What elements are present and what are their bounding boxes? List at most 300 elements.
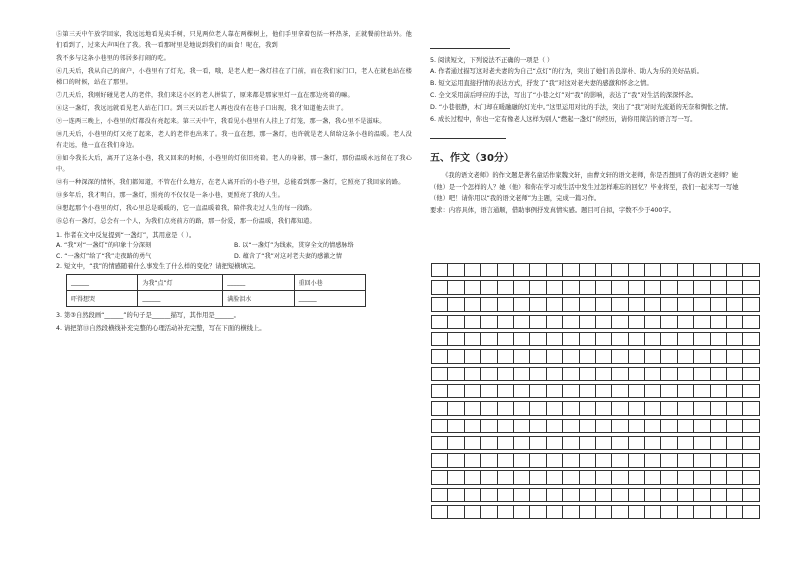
grid-cell[interactable]: [660, 453, 677, 467]
grid-cell[interactable]: [742, 436, 759, 450]
grid-cell[interactable]: [546, 315, 563, 329]
grid-cell[interactable]: [447, 505, 464, 519]
grid-cell[interactable]: [513, 436, 530, 450]
grid-cell[interactable]: [710, 315, 727, 329]
grid-cell[interactable]: [710, 505, 727, 519]
grid-cell[interactable]: [644, 297, 661, 311]
grid-cell[interactable]: [710, 263, 727, 277]
grid-cell[interactable]: [660, 436, 677, 450]
grid-cell[interactable]: [464, 488, 481, 502]
grid-cell[interactable]: [693, 401, 710, 415]
grid-cell[interactable]: [464, 401, 481, 415]
grid-cell[interactable]: [726, 436, 743, 450]
grid-cell[interactable]: [611, 263, 628, 277]
grid-cell[interactable]: [529, 349, 546, 363]
grid-cell[interactable]: [529, 384, 546, 398]
grid-cell[interactable]: [562, 263, 579, 277]
grid-cell[interactable]: [447, 332, 464, 346]
essay-writing-grid[interactable]: [431, 260, 759, 519]
grid-cell[interactable]: [579, 384, 596, 398]
grid-cell[interactable]: [726, 505, 743, 519]
grid-cell[interactable]: [497, 488, 514, 502]
grid-cell[interactable]: [447, 263, 464, 277]
grid-cell[interactable]: [660, 332, 677, 346]
grid-cell[interactable]: [742, 367, 759, 381]
grid-cell[interactable]: [464, 263, 481, 277]
grid-cell[interactable]: [644, 263, 661, 277]
grid-cell[interactable]: [579, 453, 596, 467]
grid-cell[interactable]: [480, 263, 497, 277]
grid-cell[interactable]: [497, 419, 514, 433]
grid-cell[interactable]: [595, 505, 612, 519]
grid-cell[interactable]: [513, 280, 530, 294]
grid-cell[interactable]: [431, 453, 448, 467]
grid-cell[interactable]: [628, 297, 645, 311]
grid-cell[interactable]: [693, 349, 710, 363]
grid-cell[interactable]: [611, 505, 628, 519]
grid-cell[interactable]: [562, 297, 579, 311]
grid-cell[interactable]: [529, 315, 546, 329]
grid-cell[interactable]: [693, 488, 710, 502]
grid-cell[interactable]: [726, 263, 743, 277]
grid-cell[interactable]: [513, 332, 530, 346]
grid-cell[interactable]: [431, 419, 448, 433]
grid-cell[interactable]: [480, 384, 497, 398]
grid-cell[interactable]: [742, 384, 759, 398]
grid-cell[interactable]: [546, 505, 563, 519]
grid-cell[interactable]: [447, 349, 464, 363]
grid-cell[interactable]: [562, 401, 579, 415]
grid-cell[interactable]: [497, 453, 514, 467]
grid-cell[interactable]: [644, 315, 661, 329]
grid-cell[interactable]: [431, 297, 448, 311]
grid-cell[interactable]: [562, 488, 579, 502]
grid-cell[interactable]: [726, 280, 743, 294]
grid-cell[interactable]: [480, 332, 497, 346]
grid-cell[interactable]: [726, 349, 743, 363]
grid-cell[interactable]: [497, 280, 514, 294]
grid-cell[interactable]: [710, 470, 727, 484]
grid-cell[interactable]: [644, 453, 661, 467]
grid-cell[interactable]: [644, 470, 661, 484]
grid-cell[interactable]: [611, 384, 628, 398]
grid-cell[interactable]: [546, 349, 563, 363]
grid-cell[interactable]: [579, 436, 596, 450]
grid-cell[interactable]: [497, 297, 514, 311]
grid-cell[interactable]: [447, 384, 464, 398]
grid-cell[interactable]: [431, 401, 448, 415]
grid-cell[interactable]: [628, 384, 645, 398]
grid-cell[interactable]: [611, 367, 628, 381]
grid-cell[interactable]: [595, 332, 612, 346]
grid-cell[interactable]: [464, 453, 481, 467]
grid-cell[interactable]: [693, 436, 710, 450]
grid-cell[interactable]: [611, 453, 628, 467]
grid-cell[interactable]: [693, 263, 710, 277]
grid-cell[interactable]: [628, 349, 645, 363]
grid-cell[interactable]: [447, 453, 464, 467]
grid-cell[interactable]: [431, 315, 448, 329]
grid-cell[interactable]: [726, 401, 743, 415]
grid-cell[interactable]: [480, 505, 497, 519]
grid-cell[interactable]: [579, 349, 596, 363]
grid-cell[interactable]: [693, 453, 710, 467]
grid-cell[interactable]: [595, 280, 612, 294]
grid-cell[interactable]: [677, 297, 694, 311]
grid-cell[interactable]: [513, 488, 530, 502]
grid-cell[interactable]: [742, 419, 759, 433]
grid-cell[interactable]: [677, 315, 694, 329]
grid-cell[interactable]: [579, 470, 596, 484]
grid-cell[interactable]: [497, 470, 514, 484]
grid-cell[interactable]: [529, 419, 546, 433]
grid-cell[interactable]: [595, 470, 612, 484]
grid-cell[interactable]: [513, 315, 530, 329]
grid-cell[interactable]: [595, 263, 612, 277]
grid-cell[interactable]: [726, 332, 743, 346]
grid-cell[interactable]: [497, 263, 514, 277]
grid-cell[interactable]: [660, 488, 677, 502]
grid-cell[interactable]: [431, 280, 448, 294]
grid-cell[interactable]: [579, 505, 596, 519]
grid-cell[interactable]: [431, 263, 448, 277]
grid-cell[interactable]: [693, 297, 710, 311]
grid-cell[interactable]: [742, 401, 759, 415]
grid-cell[interactable]: [529, 401, 546, 415]
grid-cell[interactable]: [710, 488, 727, 502]
grid-cell[interactable]: [513, 384, 530, 398]
grid-cell[interactable]: [677, 470, 694, 484]
grid-cell[interactable]: [595, 297, 612, 311]
grid-cell[interactable]: [579, 401, 596, 415]
grid-cell[interactable]: [447, 419, 464, 433]
grid-cell[interactable]: [546, 367, 563, 381]
grid-cell[interactable]: [497, 367, 514, 381]
grid-cell[interactable]: [562, 280, 579, 294]
grid-cell[interactable]: [464, 315, 481, 329]
grid-cell[interactable]: [677, 280, 694, 294]
grid-cell[interactable]: [513, 297, 530, 311]
grid-cell[interactable]: [644, 436, 661, 450]
grid-cell[interactable]: [562, 505, 579, 519]
grid-cell[interactable]: [529, 436, 546, 450]
grid-cell[interactable]: [644, 419, 661, 433]
grid-cell[interactable]: [726, 419, 743, 433]
grid-cell[interactable]: [562, 436, 579, 450]
grid-cell[interactable]: [611, 297, 628, 311]
grid-cell[interactable]: [595, 453, 612, 467]
grid-cell[interactable]: [710, 349, 727, 363]
grid-cell[interactable]: [595, 488, 612, 502]
grid-cell[interactable]: [710, 332, 727, 346]
grid-cell[interactable]: [464, 332, 481, 346]
grid-cell[interactable]: [480, 436, 497, 450]
grid-cell[interactable]: [464, 280, 481, 294]
grid-cell[interactable]: [546, 297, 563, 311]
grid-cell[interactable]: [677, 349, 694, 363]
grid-cell[interactable]: [480, 349, 497, 363]
grid-cell[interactable]: [693, 280, 710, 294]
grid-cell[interactable]: [693, 367, 710, 381]
grid-cell[interactable]: [611, 349, 628, 363]
grid-cell[interactable]: [628, 419, 645, 433]
grid-cell[interactable]: [513, 349, 530, 363]
grid-cell[interactable]: [660, 419, 677, 433]
grid-cell[interactable]: [595, 315, 612, 329]
grid-cell[interactable]: [611, 280, 628, 294]
grid-cell[interactable]: [480, 280, 497, 294]
grid-cell[interactable]: [710, 384, 727, 398]
grid-cell[interactable]: [579, 419, 596, 433]
grid-cell[interactable]: [628, 453, 645, 467]
grid-cell[interactable]: [693, 315, 710, 329]
grid-cell[interactable]: [710, 280, 727, 294]
grid-cell[interactable]: [562, 332, 579, 346]
grid-cell[interactable]: [497, 505, 514, 519]
grid-cell[interactable]: [529, 297, 546, 311]
grid-cell[interactable]: [529, 453, 546, 467]
grid-cell[interactable]: [710, 436, 727, 450]
grid-cell[interactable]: [693, 505, 710, 519]
grid-cell[interactable]: [677, 401, 694, 415]
grid-cell[interactable]: [562, 419, 579, 433]
grid-cell[interactable]: [660, 470, 677, 484]
grid-cell[interactable]: [611, 470, 628, 484]
grid-cell[interactable]: [464, 470, 481, 484]
grid-cell[interactable]: [628, 315, 645, 329]
grid-cell[interactable]: [513, 401, 530, 415]
grid-cell[interactable]: [497, 384, 514, 398]
grid-cell[interactable]: [628, 505, 645, 519]
grid-cell[interactable]: [431, 349, 448, 363]
grid-cell[interactable]: [742, 263, 759, 277]
grid-cell[interactable]: [710, 297, 727, 311]
grid-cell[interactable]: [644, 349, 661, 363]
grid-cell[interactable]: [529, 505, 546, 519]
grid-cell[interactable]: [464, 349, 481, 363]
grid-cell[interactable]: [710, 367, 727, 381]
grid-cell[interactable]: [579, 332, 596, 346]
grid-cell[interactable]: [480, 453, 497, 467]
grid-cell[interactable]: [579, 315, 596, 329]
grid-cell[interactable]: [611, 401, 628, 415]
grid-cell[interactable]: [546, 280, 563, 294]
grid-cell[interactable]: [660, 349, 677, 363]
grid-cell[interactable]: [677, 367, 694, 381]
grid-cell[interactable]: [447, 315, 464, 329]
grid-cell[interactable]: [464, 367, 481, 381]
grid-cell[interactable]: [497, 436, 514, 450]
grid-cell[interactable]: [546, 436, 563, 450]
grid-cell[interactable]: [431, 488, 448, 502]
grid-cell[interactable]: [447, 297, 464, 311]
grid-cell[interactable]: [562, 315, 579, 329]
grid-cell[interactable]: [546, 332, 563, 346]
grid-cell[interactable]: [726, 453, 743, 467]
grid-cell[interactable]: [677, 488, 694, 502]
grid-cell[interactable]: [644, 384, 661, 398]
grid-cell[interactable]: [644, 280, 661, 294]
grid-cell[interactable]: [726, 470, 743, 484]
grid-cell[interactable]: [480, 297, 497, 311]
grid-cell[interactable]: [546, 263, 563, 277]
grid-cell[interactable]: [644, 367, 661, 381]
grid-cell[interactable]: [628, 488, 645, 502]
grid-cell[interactable]: [742, 488, 759, 502]
grid-cell[interactable]: [447, 436, 464, 450]
grid-cell[interactable]: [710, 401, 727, 415]
grid-cell[interactable]: [529, 367, 546, 381]
grid-cell[interactable]: [464, 419, 481, 433]
grid-cell[interactable]: [693, 470, 710, 484]
grid-cell[interactable]: [660, 315, 677, 329]
grid-cell[interactable]: [742, 280, 759, 294]
grid-cell[interactable]: [677, 384, 694, 398]
grid-cell[interactable]: [480, 419, 497, 433]
grid-cell[interactable]: [726, 384, 743, 398]
grid-cell[interactable]: [497, 315, 514, 329]
grid-cell[interactable]: [628, 470, 645, 484]
grid-cell[interactable]: [546, 453, 563, 467]
grid-cell[interactable]: [677, 332, 694, 346]
grid-cell[interactable]: [562, 349, 579, 363]
grid-cell[interactable]: [513, 263, 530, 277]
grid-cell[interactable]: [529, 332, 546, 346]
grid-cell[interactable]: [480, 401, 497, 415]
grid-cell[interactable]: [660, 367, 677, 381]
grid-cell[interactable]: [447, 470, 464, 484]
grid-cell[interactable]: [464, 505, 481, 519]
grid-cell[interactable]: [595, 367, 612, 381]
grid-cell[interactable]: [644, 332, 661, 346]
grid-cell[interactable]: [480, 315, 497, 329]
grid-cell[interactable]: [579, 280, 596, 294]
grid-cell[interactable]: [595, 349, 612, 363]
grid-cell[interactable]: [480, 470, 497, 484]
grid-cell[interactable]: [742, 349, 759, 363]
grid-cell[interactable]: [660, 297, 677, 311]
grid-cell[interactable]: [628, 280, 645, 294]
grid-cell[interactable]: [546, 401, 563, 415]
grid-cell[interactable]: [513, 505, 530, 519]
grid-cell[interactable]: [644, 401, 661, 415]
grid-cell[interactable]: [579, 297, 596, 311]
grid-cell[interactable]: [497, 349, 514, 363]
grid-cell[interactable]: [447, 367, 464, 381]
grid-cell[interactable]: [513, 367, 530, 381]
grid-cell[interactable]: [628, 401, 645, 415]
grid-cell[interactable]: [546, 470, 563, 484]
grid-cell[interactable]: [562, 367, 579, 381]
grid-cell[interactable]: [447, 280, 464, 294]
grid-cell[interactable]: [611, 315, 628, 329]
grid-cell[interactable]: [595, 436, 612, 450]
grid-cell[interactable]: [480, 488, 497, 502]
grid-cell[interactable]: [644, 505, 661, 519]
grid-cell[interactable]: [595, 384, 612, 398]
grid-cell[interactable]: [742, 505, 759, 519]
grid-cell[interactable]: [529, 280, 546, 294]
grid-cell[interactable]: [431, 332, 448, 346]
grid-cell[interactable]: [431, 436, 448, 450]
grid-cell[interactable]: [742, 315, 759, 329]
grid-cell[interactable]: [447, 488, 464, 502]
grid-cell[interactable]: [431, 470, 448, 484]
grid-cell[interactable]: [742, 453, 759, 467]
grid-cell[interactable]: [529, 263, 546, 277]
grid-cell[interactable]: [611, 488, 628, 502]
grid-cell[interactable]: [595, 401, 612, 415]
grid-cell[interactable]: [677, 505, 694, 519]
grid-cell[interactable]: [579, 263, 596, 277]
grid-cell[interactable]: [660, 505, 677, 519]
grid-cell[interactable]: [726, 367, 743, 381]
grid-cell[interactable]: [529, 488, 546, 502]
grid-cell[interactable]: [480, 367, 497, 381]
grid-cell[interactable]: [644, 488, 661, 502]
grid-cell[interactable]: [628, 367, 645, 381]
grid-cell[interactable]: [628, 436, 645, 450]
grid-cell[interactable]: [660, 384, 677, 398]
grid-cell[interactable]: [611, 332, 628, 346]
grid-cell[interactable]: [710, 453, 727, 467]
grid-cell[interactable]: [513, 470, 530, 484]
grid-cell[interactable]: [710, 419, 727, 433]
grid-cell[interactable]: [611, 419, 628, 433]
grid-cell[interactable]: [742, 297, 759, 311]
grid-cell[interactable]: [726, 488, 743, 502]
grid-cell[interactable]: [579, 488, 596, 502]
grid-cell[interactable]: [693, 419, 710, 433]
grid-cell[interactable]: [562, 384, 579, 398]
grid-cell[interactable]: [611, 436, 628, 450]
grid-cell[interactable]: [464, 384, 481, 398]
grid-cell[interactable]: [677, 419, 694, 433]
grid-cell[interactable]: [628, 332, 645, 346]
grid-cell[interactable]: [546, 488, 563, 502]
grid-cell[interactable]: [546, 419, 563, 433]
grid-cell[interactable]: [595, 419, 612, 433]
grid-cell[interactable]: [464, 436, 481, 450]
grid-cell[interactable]: [742, 332, 759, 346]
grid-cell[interactable]: [497, 332, 514, 346]
grid-cell[interactable]: [431, 384, 448, 398]
grid-cell[interactable]: [677, 263, 694, 277]
grid-cell[interactable]: [431, 505, 448, 519]
grid-cell[interactable]: [693, 332, 710, 346]
grid-cell[interactable]: [693, 384, 710, 398]
grid-cell[interactable]: [447, 401, 464, 415]
grid-cell[interactable]: [464, 297, 481, 311]
grid-cell[interactable]: [513, 419, 530, 433]
grid-cell[interactable]: [660, 263, 677, 277]
grid-cell[interactable]: [562, 470, 579, 484]
grid-cell[interactable]: [562, 453, 579, 467]
grid-cell[interactable]: [660, 280, 677, 294]
grid-cell[interactable]: [726, 315, 743, 329]
grid-cell[interactable]: [628, 263, 645, 277]
grid-cell[interactable]: [677, 436, 694, 450]
grid-cell[interactable]: [529, 470, 546, 484]
grid-cell[interactable]: [677, 453, 694, 467]
grid-cell[interactable]: [726, 297, 743, 311]
grid-cell[interactable]: [431, 367, 448, 381]
grid-cell[interactable]: [579, 367, 596, 381]
grid-cell[interactable]: [497, 401, 514, 415]
grid-cell[interactable]: [546, 384, 563, 398]
grid-cell[interactable]: [513, 453, 530, 467]
grid-cell[interactable]: [660, 401, 677, 415]
